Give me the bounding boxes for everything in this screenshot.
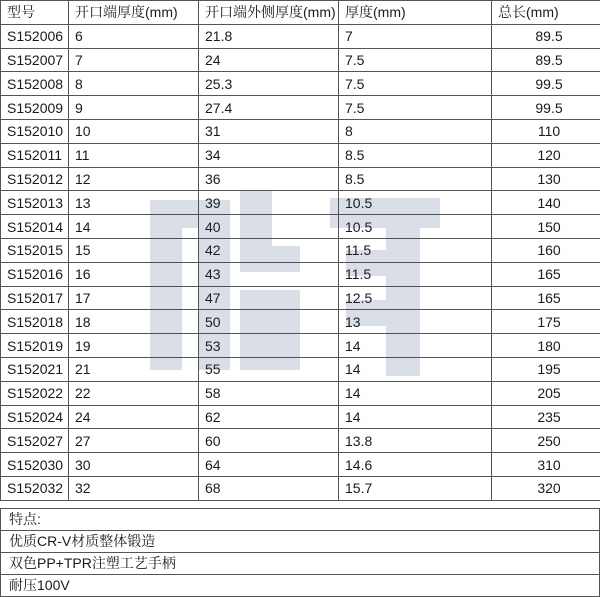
features-row bbox=[1, 553, 600, 575]
cell-model: S152008 bbox=[1, 72, 69, 96]
cell-thickness: 7 bbox=[339, 24, 492, 48]
cell-total-length: 120 bbox=[492, 143, 600, 167]
feature-material: 优质CR-V材质整体锻造 bbox=[1, 531, 600, 553]
cell-total-length: 165 bbox=[492, 286, 600, 310]
cell-model: S152030 bbox=[1, 453, 69, 477]
cell-open-end-outer-thickness: 43 bbox=[199, 262, 339, 286]
cell-open-end-outer-thickness: 39 bbox=[199, 191, 339, 215]
cell-open-end-thickness: 17 bbox=[69, 286, 199, 310]
header-model: 型号 bbox=[1, 1, 69, 25]
cell-total-length: 165 bbox=[492, 262, 600, 286]
cell-open-end-thickness: 8 bbox=[69, 72, 199, 96]
cell-total-length: 205 bbox=[492, 381, 600, 405]
cell-total-length: 250 bbox=[492, 429, 600, 453]
cell-open-end-outer-thickness: 55 bbox=[199, 357, 339, 381]
table-row bbox=[1, 357, 600, 381]
cell-open-end-thickness: 9 bbox=[69, 96, 199, 120]
cell-model: S152009 bbox=[1, 96, 69, 120]
cell-total-length: 130 bbox=[492, 167, 600, 191]
cell-model: S152027 bbox=[1, 429, 69, 453]
header-thickness: 厚度(mm) bbox=[339, 1, 492, 25]
cell-thickness: 8.5 bbox=[339, 143, 492, 167]
cell-thickness: 10.5 bbox=[339, 191, 492, 215]
cell-total-length: 89.5 bbox=[492, 48, 600, 72]
cell-model: S152032 bbox=[1, 476, 69, 500]
spec-table-header bbox=[1, 1, 600, 25]
cell-thickness: 11.5 bbox=[339, 238, 492, 262]
features-title: 特点: bbox=[1, 509, 600, 531]
cell-total-length: 110 bbox=[492, 119, 600, 143]
features-row bbox=[1, 531, 600, 553]
cell-thickness: 8.5 bbox=[339, 167, 492, 191]
cell-model: S152015 bbox=[1, 238, 69, 262]
cell-open-end-outer-thickness: 50 bbox=[199, 310, 339, 334]
cell-total-length: 99.5 bbox=[492, 72, 600, 96]
cell-open-end-thickness: 14 bbox=[69, 215, 199, 239]
cell-thickness: 10.5 bbox=[339, 215, 492, 239]
table-row bbox=[1, 286, 600, 310]
features-row bbox=[1, 509, 600, 531]
cell-thickness: 14 bbox=[339, 405, 492, 429]
cell-total-length: 140 bbox=[492, 191, 600, 215]
cell-open-end-thickness: 7 bbox=[69, 48, 199, 72]
cell-open-end-thickness: 30 bbox=[69, 453, 199, 477]
table-row bbox=[1, 262, 600, 286]
cell-thickness: 14 bbox=[339, 381, 492, 405]
table-row bbox=[1, 191, 600, 215]
cell-total-length: 150 bbox=[492, 215, 600, 239]
cell-open-end-outer-thickness: 34 bbox=[199, 143, 339, 167]
table-row bbox=[1, 119, 600, 143]
cell-open-end-outer-thickness: 53 bbox=[199, 334, 339, 358]
cell-open-end-thickness: 12 bbox=[69, 167, 199, 191]
table-row bbox=[1, 381, 600, 405]
table-row bbox=[1, 143, 600, 167]
table-row bbox=[1, 215, 600, 239]
cell-open-end-thickness: 10 bbox=[69, 119, 199, 143]
cell-open-end-outer-thickness: 36 bbox=[199, 167, 339, 191]
cell-open-end-thickness: 22 bbox=[69, 381, 199, 405]
cell-model: S152016 bbox=[1, 262, 69, 286]
cell-open-end-thickness: 18 bbox=[69, 310, 199, 334]
cell-open-end-thickness: 24 bbox=[69, 405, 199, 429]
cell-open-end-outer-thickness: 27.4 bbox=[199, 96, 339, 120]
cell-model: S152013 bbox=[1, 191, 69, 215]
cell-open-end-thickness: 15 bbox=[69, 238, 199, 262]
cell-open-end-outer-thickness: 60 bbox=[199, 429, 339, 453]
cell-model: S152014 bbox=[1, 215, 69, 239]
cell-open-end-outer-thickness: 24 bbox=[199, 48, 339, 72]
cell-open-end-outer-thickness: 68 bbox=[199, 476, 339, 500]
cell-model: S152010 bbox=[1, 119, 69, 143]
cell-thickness: 7.5 bbox=[339, 96, 492, 120]
cell-thickness: 8 bbox=[339, 119, 492, 143]
cell-thickness: 7.5 bbox=[339, 72, 492, 96]
cell-open-end-outer-thickness: 40 bbox=[199, 215, 339, 239]
table-row bbox=[1, 334, 600, 358]
features-table bbox=[0, 508, 600, 597]
cell-open-end-outer-thickness: 25.3 bbox=[199, 72, 339, 96]
feature-handle: 双色PP+TPR注塑工艺手柄 bbox=[1, 553, 600, 575]
cell-open-end-thickness: 32 bbox=[69, 476, 199, 500]
feature-voltage: 耐压100V bbox=[1, 575, 600, 597]
cell-total-length: 235 bbox=[492, 405, 600, 429]
table-row bbox=[1, 405, 600, 429]
cell-thickness: 7.5 bbox=[339, 48, 492, 72]
table-row bbox=[1, 72, 600, 96]
table-row bbox=[1, 310, 600, 334]
cell-open-end-thickness: 21 bbox=[69, 357, 199, 381]
cell-thickness: 11.5 bbox=[339, 262, 492, 286]
cell-open-end-thickness: 6 bbox=[69, 24, 199, 48]
cell-thickness: 14 bbox=[339, 334, 492, 358]
cell-model: S152021 bbox=[1, 357, 69, 381]
cell-open-end-thickness: 27 bbox=[69, 429, 199, 453]
features-row bbox=[1, 575, 600, 597]
cell-thickness: 13.8 bbox=[339, 429, 492, 453]
cell-model: S152024 bbox=[1, 405, 69, 429]
table-row bbox=[1, 238, 600, 262]
cell-open-end-thickness: 19 bbox=[69, 334, 199, 358]
header-row bbox=[1, 1, 600, 25]
cell-open-end-outer-thickness: 64 bbox=[199, 453, 339, 477]
cell-open-end-thickness: 16 bbox=[69, 262, 199, 286]
header-open-end-thickness: 开口端厚度(mm) bbox=[69, 1, 199, 25]
cell-model: S152011 bbox=[1, 143, 69, 167]
cell-thickness: 13 bbox=[339, 310, 492, 334]
cell-model: S152007 bbox=[1, 48, 69, 72]
cell-total-length: 160 bbox=[492, 238, 600, 262]
cell-thickness: 14.6 bbox=[339, 453, 492, 477]
cell-total-length: 89.5 bbox=[492, 24, 600, 48]
header-open-end-outer-thickness: 开口端外侧厚度(mm) bbox=[199, 1, 339, 25]
table-row bbox=[1, 96, 600, 120]
cell-total-length: 310 bbox=[492, 453, 600, 477]
cell-model: S152019 bbox=[1, 334, 69, 358]
header-total-length: 总长(mm) bbox=[492, 1, 600, 25]
cell-total-length: 99.5 bbox=[492, 96, 600, 120]
cell-open-end-outer-thickness: 62 bbox=[199, 405, 339, 429]
cell-model: S152022 bbox=[1, 381, 69, 405]
table-row bbox=[1, 476, 600, 500]
spec-table-body bbox=[1, 24, 600, 500]
cell-open-end-thickness: 13 bbox=[69, 191, 199, 215]
cell-thickness: 14 bbox=[339, 357, 492, 381]
cell-thickness: 15.7 bbox=[339, 476, 492, 500]
cell-total-length: 180 bbox=[492, 334, 600, 358]
cell-open-end-outer-thickness: 31 bbox=[199, 119, 339, 143]
cell-total-length: 175 bbox=[492, 310, 600, 334]
table-row bbox=[1, 429, 600, 453]
table-row bbox=[1, 167, 600, 191]
cell-model: S152006 bbox=[1, 24, 69, 48]
table-row bbox=[1, 453, 600, 477]
cell-open-end-outer-thickness: 21.8 bbox=[199, 24, 339, 48]
cell-open-end-thickness: 11 bbox=[69, 143, 199, 167]
cell-open-end-outer-thickness: 58 bbox=[199, 381, 339, 405]
cell-thickness: 12.5 bbox=[339, 286, 492, 310]
cell-total-length: 195 bbox=[492, 357, 600, 381]
cell-total-length: 320 bbox=[492, 476, 600, 500]
cell-open-end-outer-thickness: 47 bbox=[199, 286, 339, 310]
table-row bbox=[1, 48, 600, 72]
table-row bbox=[1, 24, 600, 48]
cell-model: S152012 bbox=[1, 167, 69, 191]
cell-open-end-outer-thickness: 42 bbox=[199, 238, 339, 262]
cell-model: S152018 bbox=[1, 310, 69, 334]
cell-model: S152017 bbox=[1, 286, 69, 310]
